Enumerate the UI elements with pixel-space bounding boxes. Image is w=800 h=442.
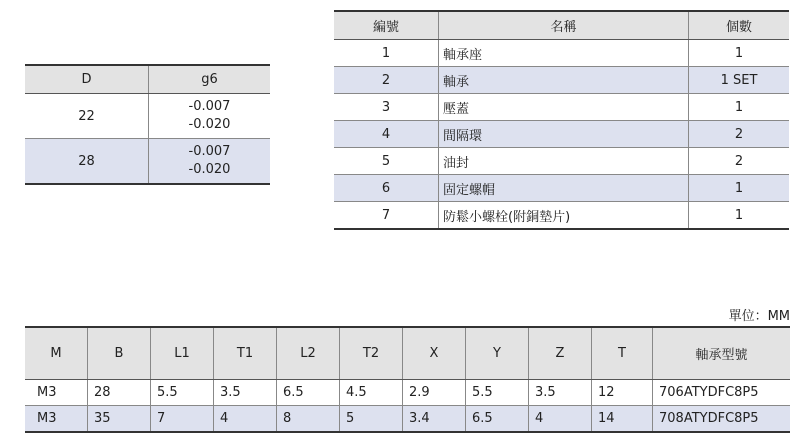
part-number: 6 xyxy=(334,175,439,202)
table-row xyxy=(334,175,789,202)
bearing-model: 706ATYDFC8P5 xyxy=(653,380,791,406)
header-m: M xyxy=(25,327,88,380)
table-row xyxy=(25,139,270,185)
header-y: Y xyxy=(466,327,529,380)
part-quantity: 1 SET xyxy=(689,67,790,94)
part-number: 1 xyxy=(334,40,439,67)
tolerance-lower: -0.020 xyxy=(188,162,231,177)
part-number: 4 xyxy=(334,121,439,148)
part-number: 5 xyxy=(334,148,439,175)
dim-x: 2.9 xyxy=(403,380,466,406)
header-bearing-model: 軸承型號 xyxy=(653,327,791,380)
diameter-value: 28 xyxy=(25,139,149,185)
unit-label: 單位：MM xyxy=(728,309,790,324)
header-g6: g6 xyxy=(149,65,271,94)
dim-l2: 6.5 xyxy=(277,380,340,406)
header-t1: T1 xyxy=(214,327,277,380)
part-quantity: 2 xyxy=(689,148,790,175)
dim-y: 6.5 xyxy=(466,406,529,433)
header-d: D xyxy=(25,65,149,94)
dim-m: M3 xyxy=(25,380,88,406)
dimensions-header-row xyxy=(25,327,790,380)
tolerance-range xyxy=(149,139,271,185)
header-quantity: 個數 xyxy=(689,11,790,40)
part-quantity: 2 xyxy=(689,121,790,148)
part-number: 7 xyxy=(334,202,439,230)
part-quantity: 1 xyxy=(689,40,790,67)
tolerance-lower: -0.020 xyxy=(188,117,231,132)
dim-y: 5.5 xyxy=(466,380,529,406)
dimensions-table xyxy=(25,326,790,433)
tolerance-table xyxy=(25,64,270,185)
part-number: 2 xyxy=(334,67,439,94)
table-row xyxy=(334,148,789,175)
dim-t2: 4.5 xyxy=(340,380,403,406)
parts-table xyxy=(334,10,789,230)
part-quantity: 1 xyxy=(689,202,790,230)
header-b: B xyxy=(88,327,151,380)
part-name: 防鬆小螺栓(附銅墊片) xyxy=(439,202,689,230)
header-name: 名稱 xyxy=(439,11,689,40)
dim-t2: 5 xyxy=(340,406,403,433)
table-row xyxy=(25,406,790,433)
dim-z: 4 xyxy=(529,406,592,433)
table-row xyxy=(334,202,789,230)
header-l2: L2 xyxy=(277,327,340,380)
table-row xyxy=(334,121,789,148)
part-name: 軸承 xyxy=(439,67,689,94)
table-row xyxy=(25,380,790,406)
table-row xyxy=(25,94,270,139)
table-row xyxy=(334,40,789,67)
part-quantity: 1 xyxy=(689,94,790,121)
part-name: 固定螺帽 xyxy=(439,175,689,202)
dim-z: 3.5 xyxy=(529,380,592,406)
part-name: 油封 xyxy=(439,148,689,175)
bearing-model: 708ATYDFC8P5 xyxy=(653,406,791,433)
tolerance-header-row xyxy=(25,65,270,94)
dim-l1: 5.5 xyxy=(151,380,214,406)
tolerance-upper: -0.007 xyxy=(188,99,231,114)
part-quantity: 1 xyxy=(689,175,790,202)
tolerance-range xyxy=(149,94,271,139)
table-row xyxy=(334,67,789,94)
header-t2: T2 xyxy=(340,327,403,380)
dim-t1: 3.5 xyxy=(214,380,277,406)
part-name: 間隔環 xyxy=(439,121,689,148)
header-t: T xyxy=(592,327,653,380)
header-l1: L1 xyxy=(151,327,214,380)
dim-b: 35 xyxy=(88,406,151,433)
header-x: X xyxy=(403,327,466,380)
dim-t: 14 xyxy=(592,406,653,433)
header-number: 編號 xyxy=(334,11,439,40)
part-name: 壓蓋 xyxy=(439,94,689,121)
dim-x: 3.4 xyxy=(403,406,466,433)
part-name: 軸承座 xyxy=(439,40,689,67)
part-number: 3 xyxy=(334,94,439,121)
dim-t1: 4 xyxy=(214,406,277,433)
table-row xyxy=(334,94,789,121)
dim-b: 28 xyxy=(88,380,151,406)
header-z: Z xyxy=(529,327,592,380)
tolerance-upper: -0.007 xyxy=(188,144,231,159)
dim-l2: 8 xyxy=(277,406,340,433)
dim-t: 12 xyxy=(592,380,653,406)
dim-l1: 7 xyxy=(151,406,214,433)
diameter-value: 22 xyxy=(25,94,149,139)
dim-m: M3 xyxy=(25,406,88,433)
parts-header-row xyxy=(334,11,789,40)
